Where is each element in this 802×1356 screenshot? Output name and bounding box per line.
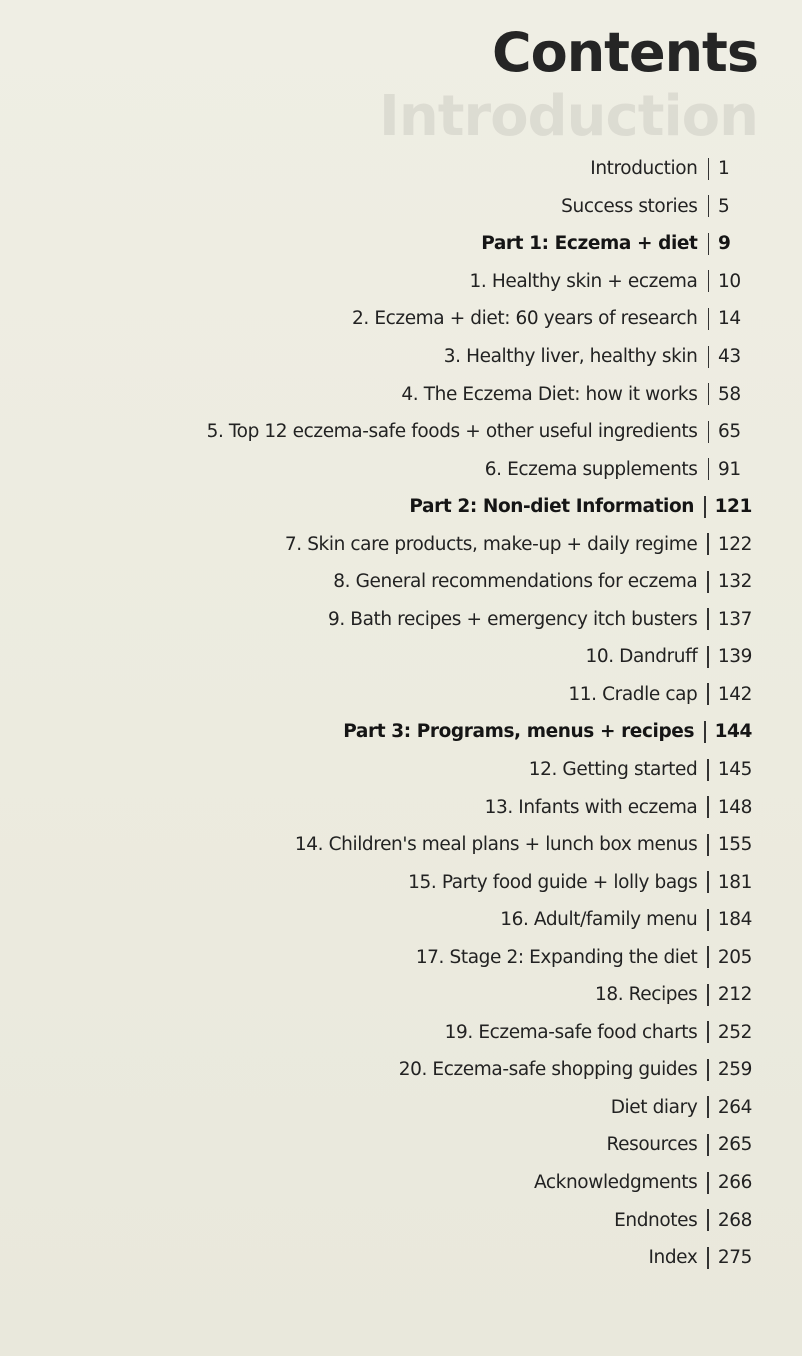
toc-entry-label: 6. Eczema supplements: [484, 458, 698, 480]
toc-page-number: 137: [717, 608, 752, 630]
toc-entry: [12, 1126, 752, 1164]
toc-entry: [12, 263, 752, 301]
toc-entry: [12, 150, 752, 188]
toc-entry-label: 19. Eczema-safe food charts: [444, 1021, 698, 1043]
toc-entry-label: 4. The Eczema Diet: how it works: [401, 383, 698, 405]
toc-separator: [707, 909, 709, 931]
toc-separator: [707, 1096, 709, 1118]
toc-entry-label: Acknowledgments: [533, 1172, 698, 1194]
toc-separator: [707, 796, 709, 818]
toc-page-number: 139: [717, 646, 752, 668]
toc-entry: [12, 751, 752, 789]
toc-part-heading: [12, 225, 752, 263]
toc-entry: [12, 788, 752, 826]
toc-separator: [708, 308, 710, 330]
toc-page-number: 252: [717, 1021, 752, 1043]
toc-page-number: 1: [718, 158, 730, 180]
toc-entry: [12, 375, 752, 413]
toc-separator: [707, 1209, 709, 1231]
toc-entry: [12, 1239, 752, 1277]
toc-entry: [12, 601, 752, 639]
toc-separator: [708, 195, 710, 217]
toc-entry: [12, 863, 752, 901]
toc-separator: [708, 233, 710, 255]
toc-entry-label: 8. General recommendations for eczema: [333, 571, 698, 593]
toc-page-number: 5: [718, 195, 730, 217]
toc-entry: [12, 450, 752, 488]
toc-separator: [707, 871, 709, 893]
toc-separator: [707, 1172, 709, 1194]
toc-page-number: 259: [717, 1059, 752, 1081]
toc-page-number: 9: [718, 233, 731, 255]
toc-separator: [707, 1134, 709, 1156]
toc-entry: [12, 826, 752, 864]
toc-page-number: 91: [718, 458, 741, 480]
toc-page-number: 58: [718, 383, 741, 405]
toc-entry: [12, 1164, 752, 1202]
toc-separator: [707, 1021, 709, 1043]
toc-entry-label: Part 1: Eczema + diet: [481, 233, 698, 255]
toc-page-number: 265: [717, 1134, 752, 1156]
toc-entry-label: Index: [648, 1247, 698, 1269]
toc-separator: [707, 608, 709, 630]
toc-page-number: 155: [717, 834, 752, 856]
toc-entry-label: 18. Recipes: [594, 984, 698, 1006]
bleed-through-heading: Introduction: [378, 84, 758, 149]
toc-separator: [707, 646, 709, 668]
toc-entry-label: 10. Dandruff: [585, 646, 698, 668]
toc-entry-label: 2. Eczema + diet: 60 years of research: [352, 308, 698, 330]
page-title: Contents: [491, 21, 758, 84]
toc-page-number: 144: [714, 721, 752, 743]
toc-entry-label: 11. Cradle cap: [568, 683, 698, 705]
toc-separator: [707, 984, 709, 1006]
toc-entry: [12, 338, 752, 376]
toc-page-number: 264: [717, 1096, 752, 1118]
toc-page-number: 10: [718, 270, 741, 292]
toc-entry-label: Resources: [606, 1134, 698, 1156]
toc-entry: [12, 188, 752, 226]
toc-entry-label: 15. Party food guide + lolly bags: [408, 871, 698, 893]
toc-entry: [12, 901, 752, 939]
toc-entry-label: 14. Children's meal plans + lunch box menus: [294, 834, 698, 856]
toc-separator: [704, 496, 706, 518]
toc-page-number: 275: [717, 1247, 752, 1269]
toc-separator: [707, 683, 709, 705]
toc-page-number: 205: [717, 946, 752, 968]
toc-page-number: 142: [717, 683, 752, 705]
toc-page-number: 266: [717, 1172, 752, 1194]
toc-entry-label: Success stories: [561, 195, 698, 217]
toc-entry: [12, 1014, 752, 1052]
toc-entry-label: 9. Bath recipes + emergency itch busters: [327, 608, 698, 630]
toc-page-number: 121: [714, 496, 752, 518]
toc-entry: [12, 1089, 752, 1127]
toc-entry: [12, 525, 752, 563]
table-of-contents: [12, 150, 752, 1276]
toc-entry: [12, 413, 752, 451]
toc-separator: [707, 1247, 709, 1269]
toc-entry-label: 7. Skin care products, make-up + daily regime: [284, 533, 698, 555]
toc-page-number: 14: [718, 308, 741, 330]
toc-entry: [12, 563, 752, 601]
toc-entry-label: 3. Healthy liver, healthy skin: [443, 346, 698, 367]
toc-entry-label: 1. Healthy skin + eczema: [469, 270, 698, 292]
toc-entry-label: Introduction: [590, 158, 698, 180]
toc-entry: [12, 676, 752, 714]
toc-entry-label: Part 3: Programs, menus + recipes: [343, 721, 695, 743]
toc-separator: [707, 571, 709, 593]
toc-part-heading: [12, 488, 752, 526]
toc-separator: [708, 421, 710, 443]
toc-entry-label: 13. Infants with eczema: [484, 796, 698, 818]
toc-separator: [707, 1059, 709, 1081]
toc-entry: [12, 938, 752, 976]
toc-entry: [12, 1201, 752, 1239]
toc-separator: [707, 759, 709, 781]
toc-entry-label: 17. Stage 2: Expanding the diet: [415, 946, 698, 968]
toc-page-number: 212: [717, 984, 752, 1006]
toc-separator: [708, 346, 710, 368]
toc-entry-label: 20. Eczema-safe shopping guides: [398, 1059, 698, 1081]
toc-page-number: 181: [717, 871, 752, 893]
toc-page-number: 145: [717, 759, 752, 781]
toc-page-number: 184: [717, 909, 752, 931]
toc-separator: [707, 834, 709, 856]
toc-page-number: 43: [718, 346, 741, 367]
toc-page-number: 268: [717, 1209, 752, 1231]
toc-page-number: 132: [717, 571, 752, 593]
toc-separator: [708, 158, 710, 180]
toc-separator: [707, 946, 709, 968]
toc-entry-label: 12. Getting started: [528, 759, 698, 781]
toc-page-number: 122: [717, 533, 752, 555]
toc-entry-label: 16. Adult/family menu: [500, 909, 698, 931]
toc-entry-label: 5. Top 12 eczema-safe foods + other useful ingredients: [206, 421, 698, 443]
toc-entry-label: Endnotes: [614, 1209, 698, 1231]
toc-entry-label: Part 2: Non-diet Information: [409, 496, 695, 518]
toc-entry: [12, 300, 752, 338]
toc-entry-label: Diet diary: [610, 1096, 698, 1118]
toc-separator: [708, 383, 710, 405]
toc-separator: [708, 458, 710, 480]
toc-page-number: 148: [717, 796, 752, 818]
toc-entry: [12, 638, 752, 676]
toc-entry: [12, 976, 752, 1014]
toc-entry: [12, 1051, 752, 1089]
toc-separator: [704, 721, 706, 743]
toc-separator: [708, 270, 710, 292]
toc-part-heading: [12, 713, 752, 751]
toc-separator: [707, 533, 709, 555]
toc-page-number: 65: [718, 421, 741, 443]
